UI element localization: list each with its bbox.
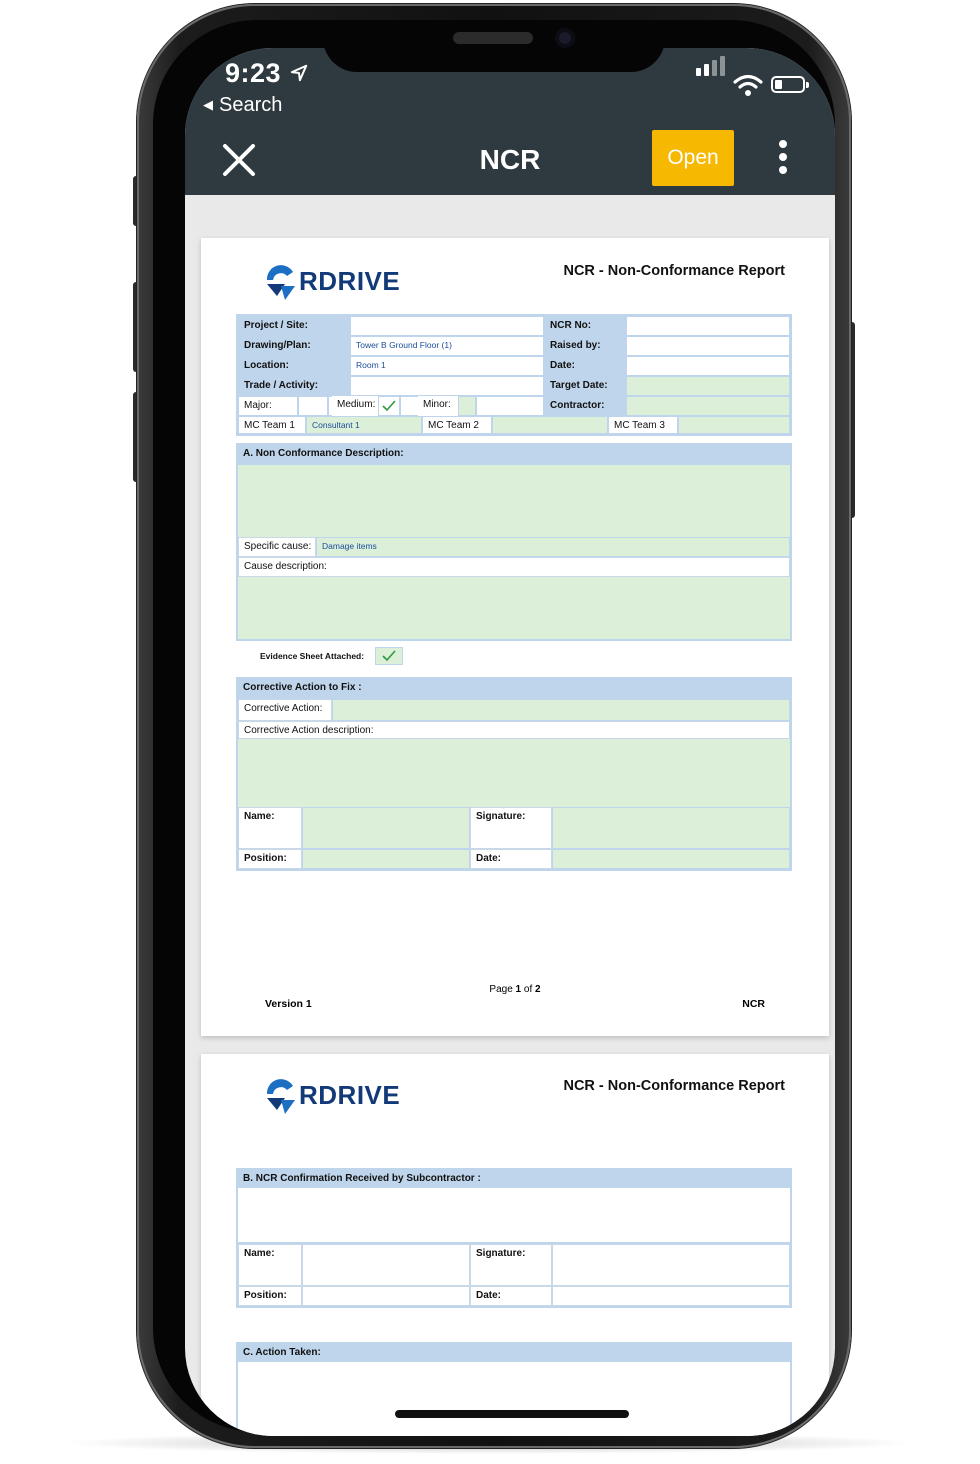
back-to-search-link[interactable] [203,94,282,117]
evidence-label: Evidence Sheet Attached: [260,651,365,661]
cause-description-label: Cause description: [238,557,790,577]
checkmark-icon [382,650,396,662]
document-page-1[interactable] [201,238,829,1036]
corrective-action-field[interactable] [332,699,790,721]
target-date-label: Target Date: [544,376,626,396]
specific-cause-value: Damage items [322,541,377,551]
logo-text: RDRIVE [299,1080,401,1110]
section-c-title: C. Action Taken: [238,1344,790,1362]
phone-frame [137,4,851,1448]
p2-date-field[interactable] [552,1286,790,1306]
location-label: Location: [238,356,350,376]
cause-description-field[interactable] [238,577,790,639]
back-triangle-icon: ◀ [203,97,213,112]
p2-name-label: Name: [238,1244,302,1286]
trade-field[interactable] [350,376,544,396]
signature-field[interactable] [552,807,790,849]
checkmark-icon [382,400,396,412]
ncr-no-field[interactable] [626,316,790,336]
drawing-field[interactable] [350,336,544,356]
notch [323,20,665,72]
evidence-checkbox[interactable] [375,647,403,665]
project-field[interactable] [350,316,544,336]
signature-label: Signature: [470,807,552,849]
company-logo [263,262,403,302]
corrective-date-label: Date: [470,849,552,869]
wifi-icon [733,73,763,97]
mc-team3-label: MC Team 3 [608,416,678,434]
position-field[interactable] [302,849,470,869]
mc-team1-field[interactable] [306,416,422,434]
phone-bezel [153,20,835,1432]
mc-team3-field[interactable] [678,416,790,434]
location-arrow-icon [290,64,308,82]
medium-label: Medium: [332,396,378,416]
contractor-label: Contractor: [544,396,626,416]
contractor-field[interactable] [626,396,790,416]
corrective-description-label: Corrective Action description: [238,721,790,739]
more-options-icon[interactable] [773,140,793,180]
location-field[interactable] [350,356,544,376]
date-field[interactable] [626,356,790,376]
footer-ncr-label: NCR [742,998,765,1010]
medium-checkbox[interactable] [378,396,400,416]
corrective-date-field[interactable] [552,849,790,869]
p2-signature-field[interactable] [552,1244,790,1286]
p2-date-label: Date: [470,1286,552,1306]
corrective-description-field[interactable] [238,739,790,807]
blank-cell [476,396,544,416]
position-label: Position: [238,849,302,869]
specific-cause-label: Specific cause: [238,537,316,557]
mc-team2-field[interactable] [492,416,608,434]
back-search-label: Search [219,94,283,116]
front-camera [555,28,575,48]
section-b-title: B. NCR Confirmation Received by Subcontractor : [238,1170,790,1188]
report-title: NCR - Non-Conformance Report [563,263,785,279]
document-page-2[interactable] [201,1054,829,1436]
major-checkbox[interactable] [298,396,328,416]
p2-name-field[interactable] [302,1244,470,1286]
battery-icon [771,76,805,93]
raised-by-label: Raised by: [544,336,626,356]
p2-position-label: Position: [238,1286,302,1306]
status-time: 9:23 [225,58,282,88]
minor-checkbox[interactable] [458,396,476,416]
report-title: NCR - Non-Conformance Report [563,1078,785,1094]
logo-text: RDRIVE [299,266,401,296]
specific-cause-field[interactable] [316,537,790,557]
corrective-title: Corrective Action to Fix : [238,679,790,699]
drawing-label: Drawing/Plan: [238,336,350,356]
target-date-field[interactable] [626,376,790,396]
drawing-value: Tower B Ground Floor (1) [356,340,452,350]
corrective-action-label: Corrective Action: [238,699,332,721]
company-logo [263,1076,403,1116]
date-label: Date: [544,356,626,376]
name-label: Name: [238,807,302,849]
p2-signature-label: Signature: [470,1244,552,1286]
major-label: Major: [238,396,298,416]
mc-team1-value: Consultant 1 [312,420,360,430]
minor-label: Minor: [418,396,458,416]
speaker-grille [453,32,533,44]
home-indicator[interactable] [395,1410,629,1418]
confirmation-field[interactable] [238,1188,790,1244]
logo-mark-icon [263,262,299,302]
mc-team1-label: MC Team 1 [238,416,306,434]
project-label: Project / Site: [238,316,350,336]
action-taken-field[interactable] [238,1362,790,1436]
name-field[interactable] [302,807,470,849]
page-title: NCR [479,144,541,175]
description-field[interactable] [238,465,790,537]
logo-mark-icon [263,1076,299,1116]
version-label: Version 1 [265,998,312,1010]
raised-by-field[interactable] [626,336,790,356]
p2-position-field[interactable] [302,1286,470,1306]
location-value: Room 1 [356,360,386,370]
phone-screen [185,48,835,1436]
page-number: Page 1 of 2 [489,984,541,995]
open-button[interactable]: Open [652,130,734,186]
section-a-title: A. Non Conformance Description: [238,445,790,465]
mc-team2-label: MC Team 2 [422,416,492,434]
trade-label: Trade / Activity: [238,376,350,396]
ncr-no-label: NCR No: [544,316,626,336]
